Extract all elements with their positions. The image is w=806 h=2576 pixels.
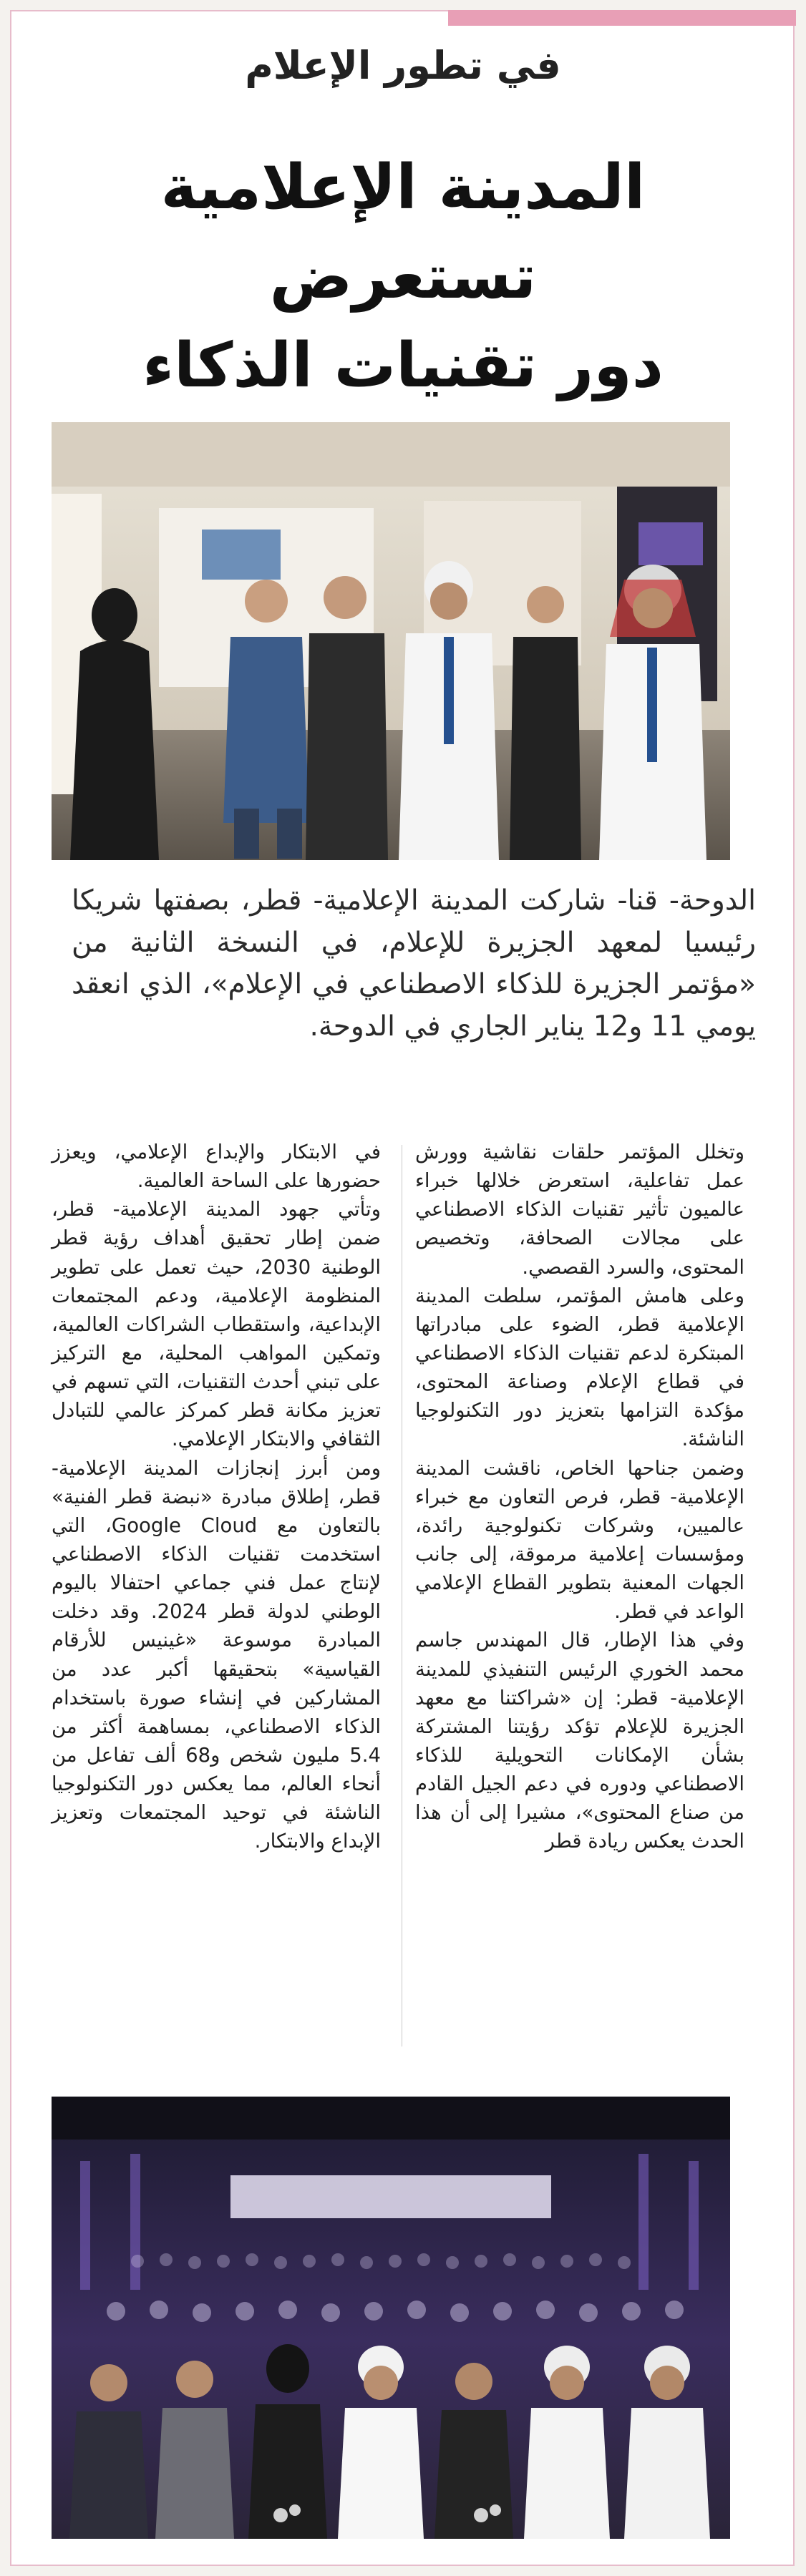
paragraph: في الابتكار والإبداع الإعلامي، ويعزز حضورها على الساحة العالمية. [52,1141,381,1193]
paragraph: وتأتي جهود المدينة الإعلامية- قطر، ضمن إطار تحقيق أهداف رؤية قطر الوطنية 2030، حيث تعمل على تطوير المنظومة الإعلامية، ودعم المجتمعات الإبداعية، واستقطاب الشراكات العالمية، وتمكين المواهب المحلية، مع التركيز على تبني أحدث التقنيات، التي تسهم في تعزيز مكانة قطر كمركز عالمي للتبادل الثقافي والابتكار الإعلامي. [52,1198,382,1451]
article-column-left [52,1138,381,1856]
section-color-strip [448,10,796,26]
conference-audience-photo [52,2097,730,2539]
headline-line-2: دور تقنيات الذكاء [142,330,664,402]
paragraph: وتخلل المؤتمر حلقات نقاشية وورش عمل تفاعلية، استعرض خلالها خبراء عالميون تأثير تقنيات الذكاء الاصطناعي على مجالات الصحافة، وتخصيص المحتوى، والسرد القصصي. [415,1141,744,1279]
exhibition-walk-photo [52,422,730,860]
article-kicker: في تطور الإعلام [245,43,561,88]
article-lead: الدوحة- قنا- شاركت المدينة الإعلامية- قطر، بصفتها شريكا رئيسيا لمعهد الجزيرة للإعلام، في النسخة الثانية من «مؤتمر الجزيرة للذكاء الاصطناعي في الإعلام»، الذي انعقد يومي 11 و12 يناير الجاري في الدوحة. [72,884,756,1043]
paragraph: ومن أبرز إنجازات المدينة الإعلامية- قطر، إطلاق مبادرة «نبضة قطر الفنية» بالتعاون مع Google Cloud، التي استخدمت تقنيات الذكاء الاصطناعي لإنتاج عمل فني جماعي احتفالا باليوم الوطني لدولة قطر 2024. وقد دخلت المبادرة موسوعة «غينيس للأرقام القياسية» بتحقيقها أكبر عدد من المشاركين في إنشاء صورة باستخدام الذكاء الاصطناعي، بمساهمة أكثر من 5.4 مليون شخص و68 ألف تفاعل من أنحاء العالم، مما يعكس دور التكنولوجيا الناشئة في توحيد المجتمعات وتعزيز الإبداع والابتكار. [52,1456,381,1853]
paragraph: وعلى هامش المؤتمر، سلطت المدينة الإعلامية قطر، الضوء على مبادراتها المبتكرة لدعم تقنيات الذكاء الاصطناعي في قطاع الإعلام وصناعة المحتوى، مؤكدة التزامها بتعزيز دور التكنولوجيا الناشئة. [415,1284,744,1451]
headline-line-1: المدينة الإعلامية تستعرض [160,152,646,313]
article-column-right [415,1138,744,1856]
paragraph: وضمن جناحها الخاص، ناقشت المدينة الإعلامية- قطر، فرص التعاون مع خبراء عالميين، وشركات تكنولوجية رائدة، ومؤسسات إعلامية مرموقة، إلى جانب الجهات المعنية بتطوير القطاع الإعلامي الواعد في قطر. [415,1456,744,1624]
exhibition-walk-illustration [52,422,730,860]
paragraph: وفي هذا الإطار، قال المهندس جاسم محمد الخوري الرئيس التنفيذي للمدينة الإعلامية- قطر: إن «شراكتنا مع معهد الجزيرة للإعلام تؤكد رؤيتنا المشتركة بشأن الإمكانات التحويلية للذكاء الاصطناعي ودوره في دعم الجيل القادم من صناع المحتوى»، مشيرا إلى أن هذا الحدث يعكس ريادة قطر [415,1629,744,1853]
conference-audience-illustration [52,2097,730,2539]
